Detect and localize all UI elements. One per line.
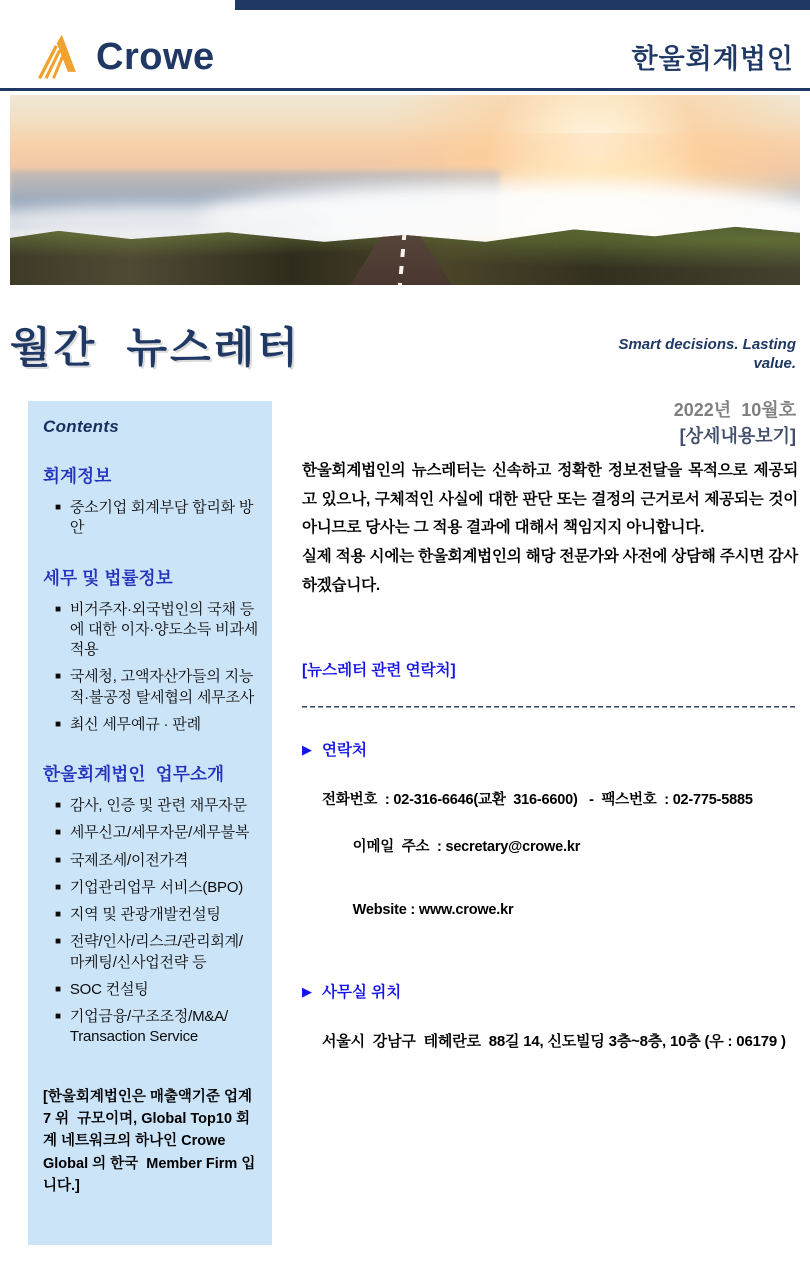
section-title: 세무 및 법률정보 (43, 567, 173, 588)
email-address[interactable]: secretary@crowe.kr (445, 839, 581, 856)
office-address: 서울시 강남구 테헤란로 88길 14, 신도빌딩 3층~8층, 10층 (우 : 06179 ) (322, 1033, 786, 1051)
crowe-mountain-icon (34, 34, 86, 80)
sidebar-section-services (43, 761, 259, 1048)
company-name: 한울회계법인 (631, 44, 794, 74)
section-title: 회계정보 (43, 466, 112, 486)
newsletter-contact-header: [뉴스레터 관련 연락처] (302, 662, 456, 680)
tagline-line1: Smart decisions. Lasting (618, 336, 796, 353)
disclaimer-paragraph-2: 실제 적용 시에는 한울회계법인의 해당 전문가와 사전에 상담해 주시면 감사하겠습니다. (302, 548, 798, 594)
list-item (43, 498, 259, 539)
square-bullet-icon: ■ (55, 854, 61, 866)
masthead-right (566, 336, 796, 448)
square-bullet-icon: ■ (55, 983, 61, 995)
list-item (43, 851, 259, 871)
list-item-label: 감사, 인증 및 관련 재무자문 (69, 797, 247, 814)
header-divider (0, 88, 810, 91)
contact-title-label: 연락처 (322, 742, 367, 760)
top-accent-bar (235, 0, 810, 10)
page-title: 월간 뉴스레터 (10, 324, 301, 371)
list-item-label: 국제조세/이전가격 (69, 851, 189, 869)
content-columns (28, 401, 810, 1245)
view-details-link[interactable]: [상세내용보기] (679, 425, 796, 446)
square-bullet-icon: ■ (55, 1011, 61, 1022)
firm-footnote: [한울회계법인은 매출액기준 업계 7 위 규모이며, Global Top10 회계 네트워크의 하나인 Crowe Global 의 한국 Member Firm 입니다.] (43, 1088, 257, 1195)
square-bullet-icon: ■ (55, 800, 61, 811)
list-item-label: 최신 세무예규 · 판례 (69, 715, 201, 733)
crowe-logo-text: Crowe (96, 36, 215, 78)
dashed-divider (302, 706, 798, 708)
website-line (322, 886, 798, 934)
list-item (43, 600, 259, 661)
sidebar-section-accounting (43, 463, 259, 539)
disclaimer-paragraph-1: 한울회계법인의 뉴스레터는 신속하고 정확한 정보전달을 목적으로 제공되고 있으나, 구체적인 사실에 대한 판단 또는 결정의 근거로서 제공되는 것이 아니므로 당사는 그 적용 결과에 대해서 책임지지 아니합니다. (302, 462, 798, 537)
tagline-line2: value. (753, 354, 796, 372)
brand-tagline (566, 336, 796, 374)
list-item-label: 기업금융/구조조정/M&A/ Transaction Service (69, 1008, 228, 1046)
header (0, 0, 810, 88)
contact-section-title (302, 738, 798, 760)
list-item-label: 국세청, 고액자산가들의 지능적·불공정 탈세협의 세무조사 (69, 668, 255, 706)
square-bullet-icon: ■ (55, 603, 61, 615)
list-item (43, 905, 259, 925)
list-item-label: 세무신고/세무자문/세무불복 (69, 824, 250, 842)
website-url[interactable]: www.crowe.kr (418, 902, 514, 919)
email-label: 이메일 주소 : (352, 839, 446, 856)
main-column (272, 401, 810, 1245)
square-bullet-icon: ■ (55, 936, 61, 948)
list-item (43, 980, 259, 1000)
sidebar-section-tax-legal (43, 565, 259, 736)
list-item-label: 중소기업 회계부담 합리화 방안 (69, 499, 254, 537)
square-bullet-icon: ■ (55, 718, 61, 730)
square-bullet-icon: ■ (55, 881, 61, 893)
arrow-right-icon: ▶ (302, 741, 312, 757)
list-item-label: 지역 및 관광개발컨설팅 (69, 906, 221, 923)
arrow-right-icon: ▶ (302, 983, 312, 999)
square-bullet-icon: ■ (55, 502, 61, 513)
list-item-label: 비거주자·외국법인의 국채 등에 대한 이자·양도소득 비과세 적용 (69, 600, 259, 658)
list-item-label: 기업관리업무 서비스(BPO) (69, 878, 244, 896)
square-bullet-icon: ■ (55, 909, 61, 920)
phone-fax-line: 전화번호 : 02-316-6646(교환 316-6600) - 팩스번호 : 02-775-5885 (322, 792, 753, 809)
list-item-label: 전략/인사/리스크/관리회계/ 마케팅/신사업전략 등 (69, 933, 243, 971)
square-bullet-icon: ■ (55, 671, 61, 683)
list-item (43, 878, 259, 898)
list-item (43, 823, 259, 843)
list-item-label: SOC 컨설팅 (69, 980, 149, 998)
list-item (43, 715, 259, 735)
office-section-title (302, 980, 798, 1002)
crowe-logo (34, 34, 215, 80)
square-bullet-icon: ■ (55, 827, 61, 839)
contents-sidebar (28, 401, 272, 1245)
list-item (43, 667, 259, 708)
hero-photo (10, 95, 800, 285)
contents-heading: Contents (43, 417, 120, 436)
office-title-label: 사무실 위치 (322, 984, 402, 1002)
list-item (43, 932, 259, 973)
list-item (43, 1007, 259, 1048)
website-label: Website : (352, 902, 419, 919)
section-title: 한울회계법인 업무소개 (43, 764, 225, 784)
email-line (322, 819, 798, 872)
list-item (43, 796, 259, 816)
issue-label: 2022년 10월호 (673, 399, 796, 420)
